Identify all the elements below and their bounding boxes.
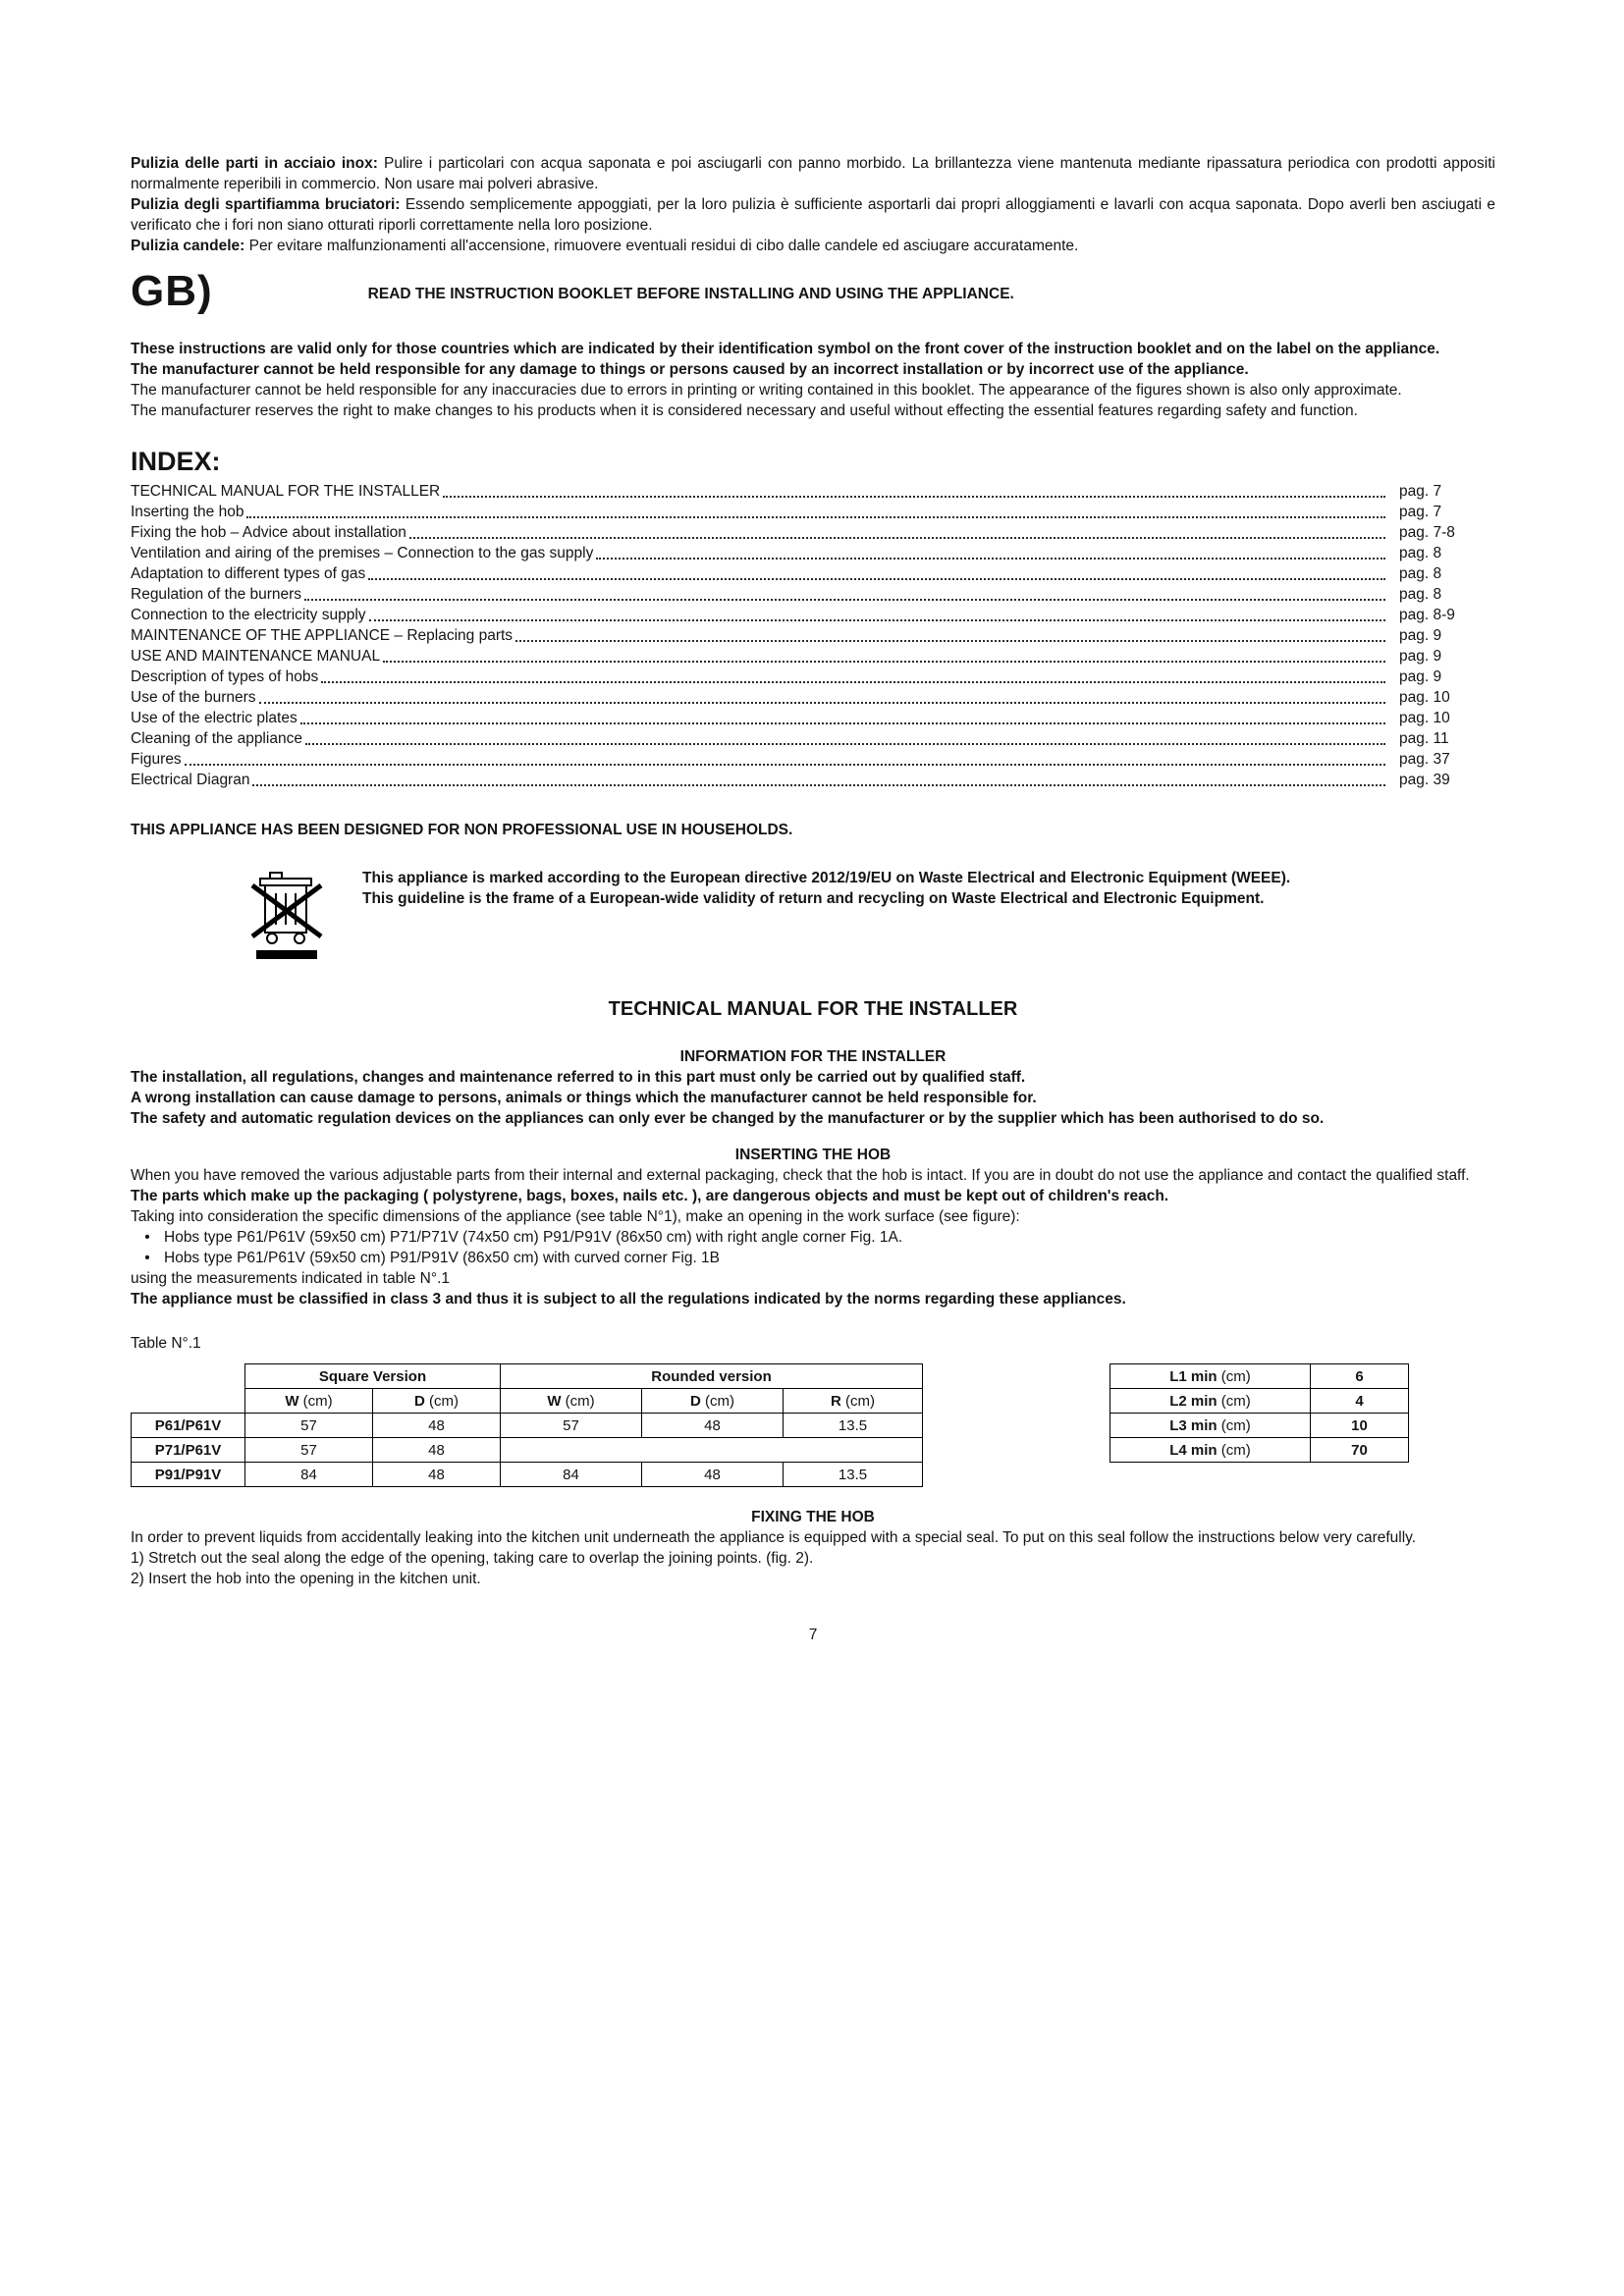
column-key: W: [547, 1392, 562, 1410]
paragraph-lead: Pulizia degli spartifiamma bruciatori:: [131, 196, 401, 213]
index-item-page: pag. 39: [1399, 772, 1450, 788]
index-item: [131, 522, 1495, 543]
column-header-d-rounded: [642, 1389, 784, 1414]
weee-text: [362, 868, 1290, 968]
distance-value: 4: [1311, 1389, 1409, 1414]
info-paragraph-safety-devices: The safety and automatic regulation devices on the appliances can only ever be changed by the manufacturer or by the supplier which has been authorised to do so.: [131, 1110, 1325, 1127]
index-item-page: pag. 8: [1399, 586, 1442, 603]
paragraph-body: Pulire i particolari con acqua saponata e poi asciugarli con panno morbido. La brillantezza viene mantenuta mediante ripassatura periodica con prodotti appositi normalmente reperibili in commercio. Non usare mai polveri abrasive.: [131, 155, 1495, 192]
column-header-d-square: [373, 1389, 501, 1414]
column-unit: (cm): [845, 1392, 875, 1410]
index-item-page: pag. 10: [1399, 689, 1450, 706]
value-cell: 13.5: [784, 1463, 923, 1487]
index-item-label: Cleaning of the appliance: [131, 730, 302, 747]
index-leader-dots: [369, 619, 1385, 621]
index-item-label: Figures: [131, 751, 182, 768]
inserting-paragraph-unpack: When you have removed the various adjustable parts from their internal and external packaging, check that the hob is intact. If you are in doubt do not use the appliance and contact the qualified staff.: [131, 1167, 1470, 1184]
table-blank-cell: [132, 1364, 245, 1389]
distance-value: 70: [1311, 1438, 1409, 1463]
distance-label: [1110, 1414, 1311, 1438]
distance-key: L3 min: [1169, 1416, 1218, 1434]
value-cell: 48: [373, 1463, 501, 1487]
fixing-step-2: 2) Insert the hob into the opening in the kitchen unit.: [131, 1571, 481, 1587]
index-leader-dots: [300, 722, 1385, 724]
index-item-page: pag. 8: [1399, 565, 1442, 582]
index-leader-dots: [443, 496, 1385, 498]
index-leader-dots: [515, 640, 1385, 642]
dimensions-table: [131, 1363, 923, 1487]
table-caption: Table N°.1: [131, 1335, 201, 1352]
information-installer-section: [131, 1046, 1495, 1129]
distance-unit: (cm): [1220, 1392, 1251, 1410]
index-item-label: Use of the burners: [131, 689, 256, 706]
value-cell: 57: [501, 1414, 642, 1438]
value-cell: 84: [245, 1463, 373, 1487]
index-item-label: Description of types of hobs: [131, 668, 319, 685]
paragraph-body: Essendo semplicemente appoggiati, per la loro pulizia è sufficiente asportarli dai propri alloggiamenti e lavarli con acqua saponata. Dopo averli ben asciugati e verificato che i fori non siano otturati riporli correttamente nella loro posizione.: [131, 196, 1496, 234]
value-cell: 48: [373, 1438, 501, 1463]
column-key: W: [285, 1392, 299, 1410]
column-key: D: [689, 1392, 701, 1410]
index-leader-dots: [368, 578, 1385, 580]
index-item: [131, 481, 1495, 502]
table-row: [132, 1463, 923, 1487]
value-cell: 57: [245, 1438, 373, 1463]
index-item-page: pag. 7: [1399, 483, 1442, 500]
value-cell: 48: [373, 1414, 501, 1438]
italian-cleaning-section: [131, 153, 1495, 256]
index-item: [131, 728, 1495, 749]
notice-inaccuracies: The manufacturer cannot be held responsible for any inaccuracies due to errors in printing or writing contained in this booklet. The appearance of the figures shown is also only approximate.: [131, 382, 1402, 399]
index-item: [131, 584, 1495, 605]
gb-section-heading: [131, 267, 1495, 315]
index-leader-dots: [596, 558, 1385, 560]
distance-key: L2 min: [1169, 1392, 1218, 1410]
index-item-label: Electrical Diagran: [131, 772, 250, 788]
column-key: R: [830, 1392, 841, 1410]
inserting-paragraph-measurements: using the measurements indicated in table N°.1: [131, 1270, 450, 1287]
distance-label: [1110, 1438, 1311, 1463]
table-header-row-units: [132, 1389, 923, 1414]
value-cell: 48: [642, 1414, 784, 1438]
notice-responsibility: The manufacturer cannot be held responsible for any damage to things or persons caused by an incorrect installation or by incorrect use of the appliance.: [131, 361, 1249, 378]
index-item: [131, 687, 1495, 708]
distance-unit: (cm): [1220, 1367, 1251, 1385]
paragraph-lead: Pulizia delle parti in acciaio inox:: [131, 155, 378, 172]
model-label: P71/P61V: [132, 1438, 245, 1463]
index-item: [131, 563, 1495, 584]
index-item-label: TECHNICAL MANUAL FOR THE INSTALLER: [131, 483, 441, 500]
table-row: [1110, 1389, 1409, 1414]
table-row: [132, 1438, 923, 1463]
index-item-page: pag. 9: [1399, 648, 1442, 665]
inserting-paragraph-packaging-danger: The parts which make up the packaging ( polystyrene, bags, boxes, nails etc. ), are dangerous objects and must be kept out of children's reach.: [131, 1188, 1169, 1204]
value-cell: 84: [501, 1463, 642, 1487]
index-item: [131, 646, 1495, 667]
fixing-hob-section: [131, 1507, 1495, 1589]
column-unit: (cm): [565, 1392, 595, 1410]
tables-row: [131, 1363, 1495, 1487]
value-cell: 57: [245, 1414, 373, 1438]
distance-label: [1110, 1364, 1311, 1389]
table-section: [131, 1333, 1495, 1487]
index-leader-dots: [383, 661, 1385, 663]
paragraph-pulizia-inox: [131, 153, 1495, 194]
household-use-statement: THIS APPLIANCE HAS BEEN DESIGNED FOR NON PROFESSIONAL USE IN HOUSEHOLDS.: [131, 822, 793, 838]
index-leader-dots: [304, 599, 1385, 601]
inserting-paragraph-dimensions: Taking into consideration the specific dimensions of the appliance (see table N°1), make an opening in the work surface (see figure):: [131, 1208, 1020, 1225]
inserting-hob-heading: INSERTING THE HOB: [734, 1147, 892, 1163]
index-leader-dots: [259, 702, 1385, 704]
index-item-label: Ventilation and airing of the premises – Connection to the gas supply: [131, 545, 594, 561]
bullet-text: Hobs type P61/P61V (59x50 cm) P91/P91V (86x50 cm) with curved corner Fig. 1B: [164, 1250, 721, 1266]
hob-types-bullet-1: [131, 1227, 1495, 1248]
distance-key: L1 min: [1169, 1367, 1218, 1385]
weee-guideline-paragraph: This guideline is the frame of a European-wide validity of return and recycling on Waste Electrical and Electronic Equipment.: [362, 890, 1265, 907]
distance-key: L4 min: [1169, 1441, 1218, 1459]
notice-countries: These instructions are valid only for those countries which are indicated by their identification symbol on the front cover of the instruction booklet and on the label on the appliance.: [131, 341, 1440, 357]
read-booklet-warning: READ THE INSTRUCTION BOOKLET BEFORE INSTALLING AND USING THE APPLIANCE.: [367, 286, 1014, 302]
index-leader-dots: [305, 743, 1385, 745]
notice-changes: The manufacturer reserves the right to make changes to his products when it is considered necessary and useful without effecting the essential features regarding safety and function.: [131, 402, 1358, 419]
inserting-paragraph-class3: The appliance must be classified in class 3 and thus it is subject to all the regulations indicated by the norms regarding these appliances.: [131, 1291, 1126, 1308]
index-leader-dots: [321, 681, 1385, 683]
index-leader-dots: [185, 764, 1385, 766]
fixing-step-1: 1) Stretch out the seal along the edge of the opening, taking care to overlap the joining points. (fig. 2).: [131, 1550, 814, 1567]
model-label: P61/P61V: [132, 1414, 245, 1438]
index-item-label: Inserting the hob: [131, 504, 244, 520]
distance-label: [1110, 1389, 1311, 1414]
index-item-page: pag. 9: [1399, 627, 1442, 644]
index-item-label: USE AND MAINTENANCE MANUAL: [131, 648, 381, 665]
distance-value: 10: [1311, 1414, 1409, 1438]
square-version-header: Square Version: [245, 1364, 501, 1389]
index-item-page: pag. 11: [1399, 730, 1449, 747]
index-item-page: pag. 8-9: [1399, 607, 1455, 623]
empty-cell: [501, 1438, 923, 1463]
technical-manual-title: TECHNICAL MANUAL FOR THE INSTALLER: [608, 998, 1018, 1020]
column-unit: (cm): [302, 1392, 333, 1410]
index-item-page: pag. 9: [1399, 668, 1442, 685]
index-item: [131, 502, 1495, 522]
inserting-hob-section: [131, 1145, 1495, 1309]
distance-value: 6: [1311, 1364, 1409, 1389]
index-section: [131, 447, 1495, 790]
rounded-version-header: Rounded version: [501, 1364, 923, 1389]
index-item: [131, 708, 1495, 728]
info-paragraph-wrong-installation: A wrong installation can cause damage to persons, animals or things which the manufacturer cannot be held responsible for.: [131, 1090, 1037, 1106]
minimum-distances-table: [1110, 1363, 1409, 1463]
index-item-label: Fixing the hob – Advice about installation: [131, 524, 406, 541]
index-leader-dots: [246, 516, 1385, 518]
index-item-label: Adaptation to different types of gas: [131, 565, 366, 582]
index-item-page: pag. 7: [1399, 504, 1442, 520]
column-header-w-rounded: [501, 1389, 642, 1414]
index-title: INDEX:: [131, 447, 221, 476]
column-unit: (cm): [705, 1392, 734, 1410]
index-item-label: Connection to the electricity supply: [131, 607, 366, 623]
distance-unit: (cm): [1220, 1441, 1251, 1459]
information-installer-heading: INFORMATION FOR THE INSTALLER: [679, 1048, 947, 1065]
index-item: [131, 605, 1495, 625]
weee-directive-paragraph: This appliance is marked according to the European directive 2012/19/EU on Waste Electrical and Electronic Equipment (WEEE).: [362, 870, 1291, 886]
table-row: [132, 1414, 923, 1438]
index-item-page: pag. 37: [1399, 751, 1450, 768]
language-code-label: GB): [131, 267, 213, 315]
distance-unit: (cm): [1220, 1416, 1251, 1434]
index-item-label: Regulation of the burners: [131, 586, 302, 603]
index-leader-dots: [409, 537, 1385, 539]
bullet-icon: [131, 1248, 164, 1268]
column-header-r-rounded: [784, 1389, 923, 1414]
index-item: [131, 625, 1495, 646]
table-row: [1110, 1414, 1409, 1438]
table-row: [1110, 1364, 1409, 1389]
bullet-icon: [131, 1227, 164, 1248]
index-item-page: pag. 7-8: [1399, 524, 1455, 541]
paragraph-lead: Pulizia candele:: [131, 238, 245, 254]
index-item-label: MAINTENANCE OF THE APPLIANCE – Replacing parts: [131, 627, 514, 644]
column-key: D: [413, 1392, 425, 1410]
index-item: [131, 667, 1495, 687]
paragraph-pulizia-candele: [131, 236, 1495, 256]
info-paragraph-qualified-staff: The installation, all regulations, changes and maintenance referred to in this part must only be carried out by qualified staff.: [131, 1069, 1026, 1086]
paragraph-pulizia-spartifiamma: [131, 194, 1495, 236]
table-blank-cell: [132, 1389, 245, 1414]
fixing-hob-heading: FIXING THE HOB: [751, 1509, 875, 1525]
index-item: [131, 770, 1495, 790]
index-item: [131, 543, 1495, 563]
model-label: P91/P91V: [132, 1463, 245, 1487]
index-item-page: pag. 10: [1399, 710, 1450, 726]
fixing-paragraph-seal: In order to prevent liquids from accidentally leaking into the kitchen unit underneath the appliance is equipped with a special seal. To put on this seal follow the instructions below very carefully.: [131, 1529, 1417, 1546]
index-item-label: Use of the electric plates: [131, 710, 298, 726]
page-number: 7: [808, 1627, 818, 1643]
column-unit: (cm): [429, 1392, 459, 1410]
notices-section: [131, 339, 1495, 421]
column-header-w-square: [245, 1389, 373, 1414]
paragraph-body: Per evitare malfunzionamenti all'accensione, rimuovere eventuali residui di cibo dalle candele ed asciugare accuratamente.: [244, 238, 1079, 254]
hob-types-bullet-2: [131, 1248, 1495, 1268]
index-leader-dots: [252, 784, 1385, 786]
table-header-row-groups: [132, 1364, 923, 1389]
index-item: [131, 749, 1495, 770]
value-cell: 13.5: [784, 1414, 923, 1438]
value-cell: 48: [642, 1463, 784, 1487]
weee-crossed-bin-icon: [250, 868, 327, 968]
bullet-text: Hobs type P61/P61V (59x50 cm) P71/P71V (74x50 cm) P91/P91V (86x50 cm) with right angle corner Fig. 1A.: [164, 1229, 903, 1246]
table-row: [1110, 1438, 1409, 1463]
weee-section: [250, 868, 1399, 968]
index-item-page: pag. 8: [1399, 545, 1442, 561]
